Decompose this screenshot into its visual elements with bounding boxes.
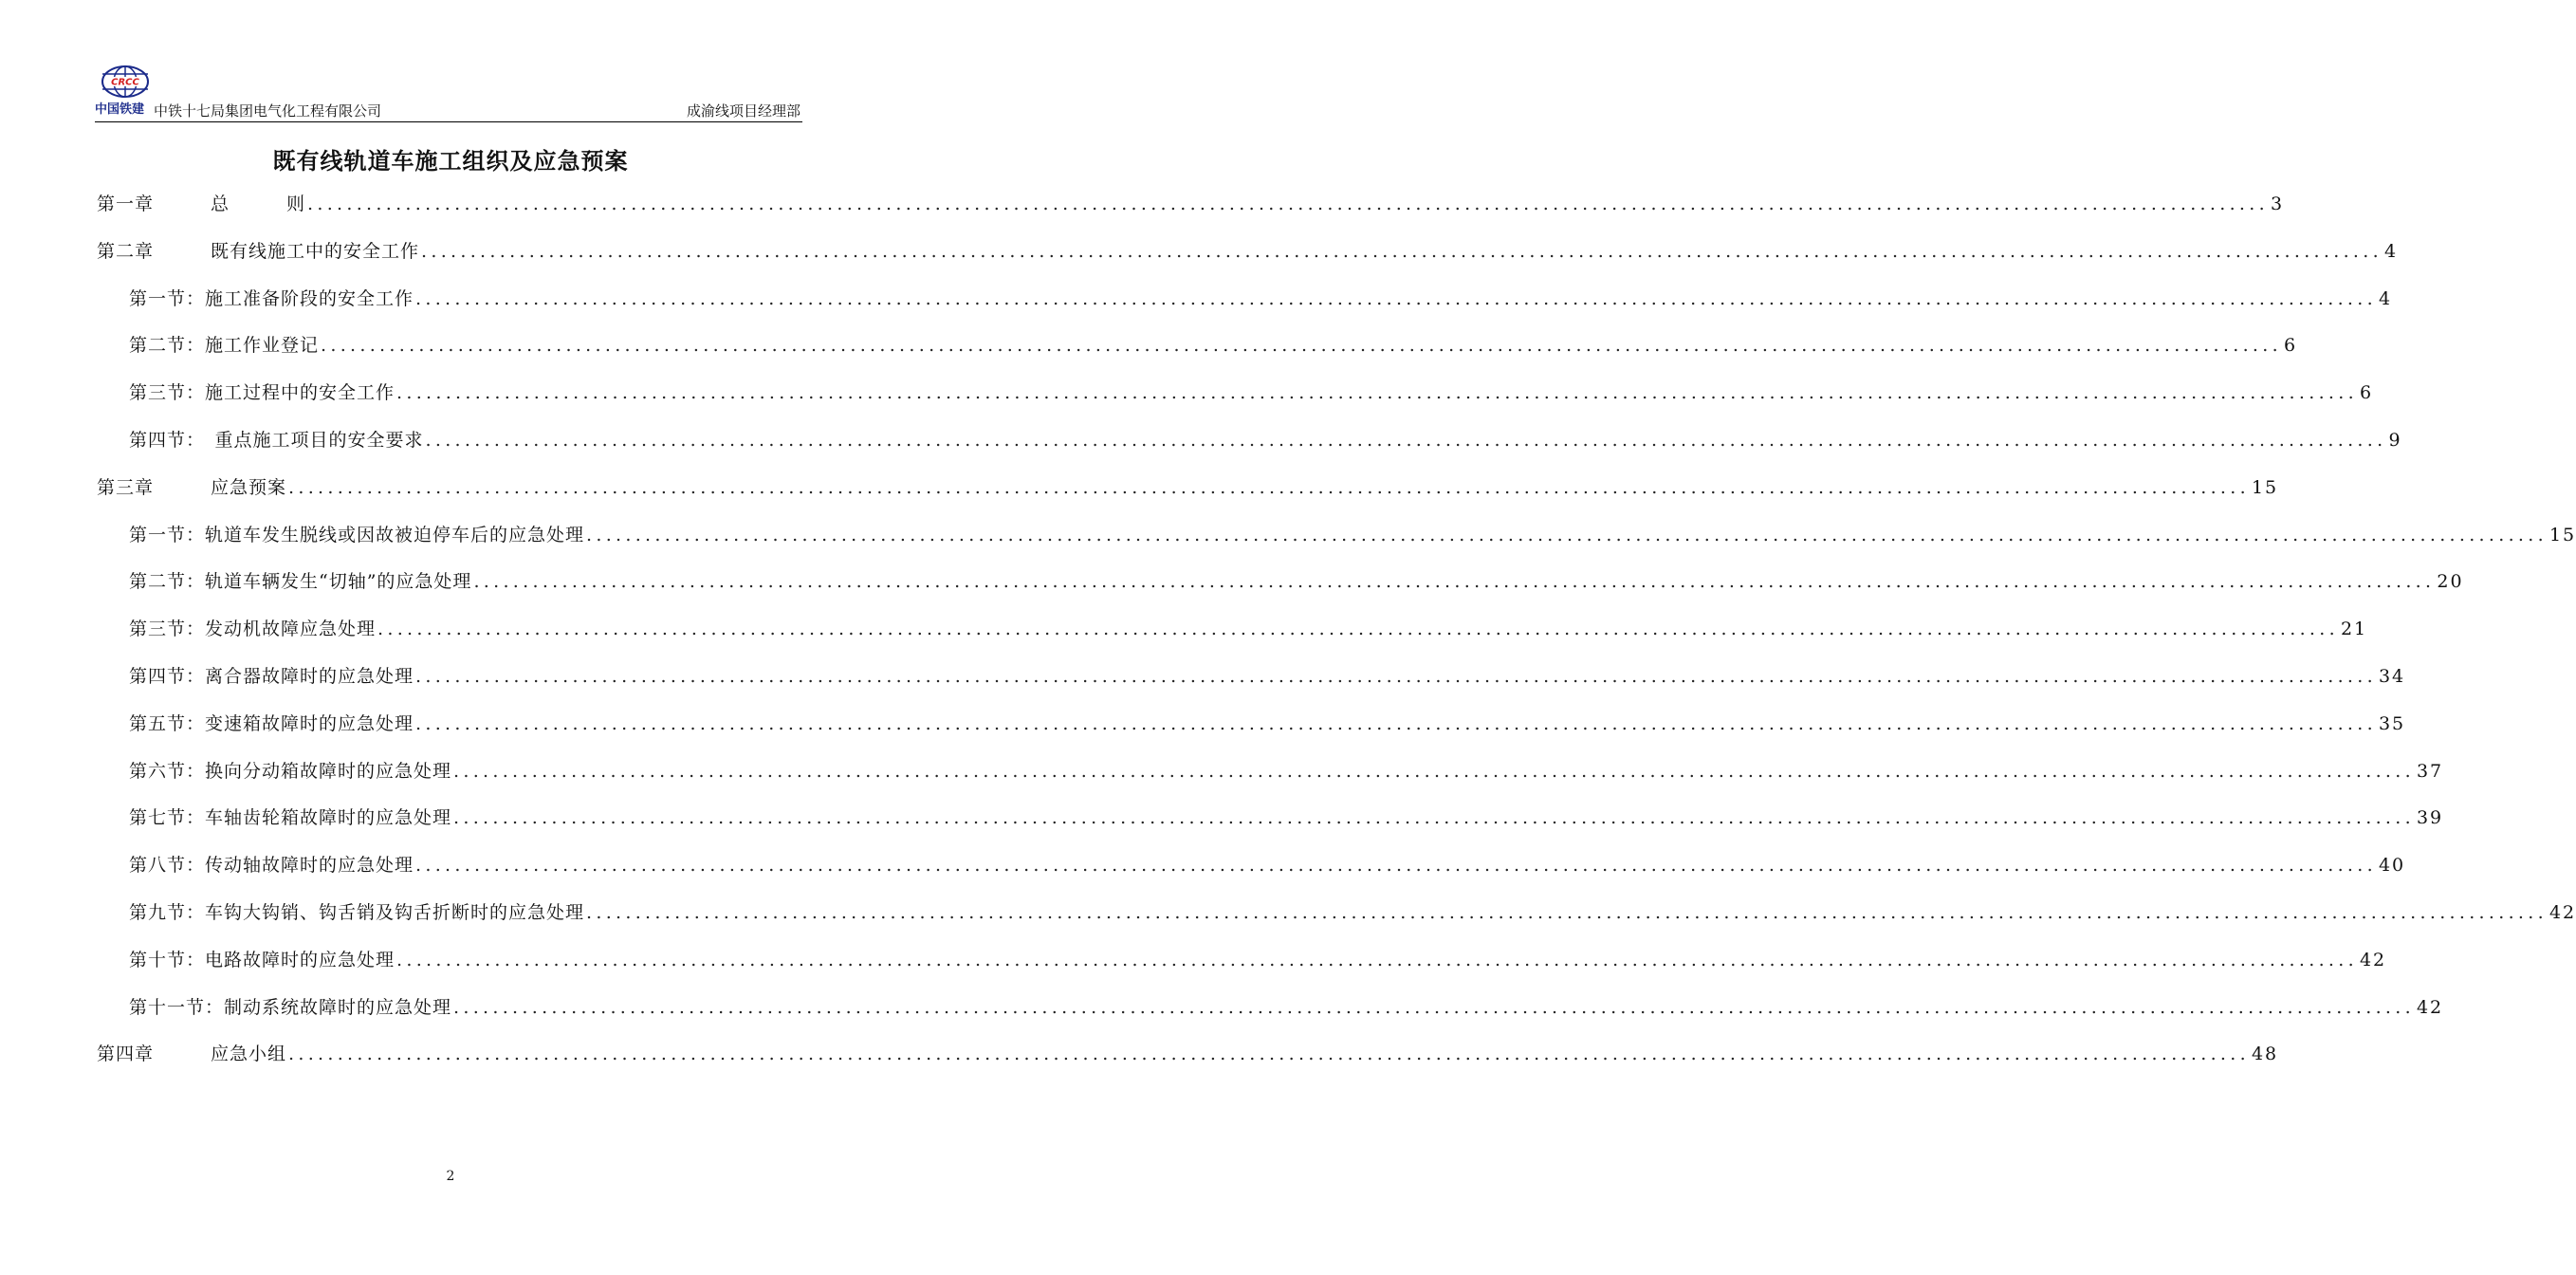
- toc-entry-label: 第十节：电路故障时的应急处理: [129, 949, 396, 970]
- toc-entry-label: 第四节： 重点施工项目的安全要求: [129, 430, 424, 451]
- toc-dot-leader: ........................................................................................................................................................................................................: [586, 902, 2548, 923]
- page-number: 2: [446, 1169, 455, 1184]
- page-header: [95, 63, 802, 122]
- toc-entry-page: 4: [2378, 287, 2393, 309]
- toc-entry-label: 第七节：车轴齿轮箱故障时的应急处理: [129, 807, 452, 829]
- toc-entry[interactable]: [129, 851, 2406, 879]
- company-name: 中铁十七局集团电气化工程有限公司: [154, 102, 382, 120]
- toc-dot-leader: ........................................................................................................................................................................................................: [415, 712, 2377, 734]
- toc-entry-label: 第二节：施工作业登记: [129, 335, 320, 357]
- toc-entry[interactable]: [129, 898, 2576, 927]
- toc-entry-page: 39: [2416, 807, 2444, 829]
- logo-text: 中国铁建: [95, 102, 145, 117]
- toc-entry-page: 42: [2359, 949, 2387, 970]
- toc-entry[interactable]: [129, 285, 2393, 313]
- globe-emblem-icon: [101, 65, 150, 99]
- toc-entry[interactable]: [129, 710, 2406, 738]
- toc-entry-label: 第一章 总 则: [97, 194, 306, 214]
- toc-entry-page: 4: [2383, 240, 2399, 262]
- toc-dot-leader: ........................................................................................................................................................................................................: [288, 1044, 2250, 1065]
- toc-dot-leader: ........................................................................................................................................................................................................: [586, 524, 2548, 545]
- toc-entry-page: 9: [2388, 430, 2402, 451]
- toc-entry[interactable]: [129, 757, 2444, 785]
- toc-entry[interactable]: [129, 993, 2444, 1022]
- toc-dot-leader: ........................................................................................................................................................................................................: [473, 571, 2436, 593]
- toc-dot-leader: ........................................................................................................................................................................................................: [288, 476, 2250, 498]
- toc-dot-leader: ........................................................................................................................................................................................................: [377, 619, 2339, 640]
- toc-dot-leader: ........................................................................................................................................................................................................: [415, 666, 2377, 687]
- toc-entry[interactable]: [97, 190, 2285, 218]
- toc-entry-label: 第二节：轨道车辆发生“切轴”的应急处理: [129, 571, 472, 593]
- toc-entry-label: 第三节：施工过程中的安全工作: [129, 382, 396, 404]
- toc-entry-page: 21: [2340, 619, 2368, 640]
- crcc-logo: [95, 63, 156, 116]
- document-title: 既有线轨道车施工组织及应急预案: [272, 147, 629, 175]
- toc-entry-label: 第一节：施工准备阶段的安全工作: [129, 287, 414, 309]
- toc-entry[interactable]: [129, 567, 2464, 596]
- toc-dot-leader: ........................................................................................................................................................................................................: [396, 382, 2358, 404]
- toc-entry[interactable]: [129, 804, 2444, 832]
- toc-entry[interactable]: [97, 237, 2399, 266]
- toc-entry-page: 6: [2359, 382, 2374, 404]
- toc-entry-page: 48: [2251, 1044, 2279, 1065]
- project-department: 成渝线项目经理部: [686, 102, 800, 120]
- toc-dot-leader: ........................................................................................................................................................................................................: [415, 287, 2377, 309]
- toc-entry-label: 第四节：离合器故障时的应急处理: [129, 666, 414, 687]
- toc-dot-leader: ........................................................................................................................................................................................................: [453, 996, 2415, 1018]
- toc-dot-leader: ........................................................................................................................................................................................................: [453, 807, 2415, 829]
- toc-entry-page: 42: [2416, 996, 2444, 1018]
- toc-entry-page: 15: [2251, 476, 2279, 498]
- toc-entry-label: 第八节：传动轴故障时的应急处理: [129, 855, 414, 877]
- toc-entry-page: 3: [2270, 194, 2285, 214]
- toc-entry[interactable]: [129, 379, 2374, 407]
- toc-entry[interactable]: [129, 946, 2387, 974]
- toc-entry-label: 第三节：发动机故障应急处理: [129, 619, 377, 640]
- toc-entry[interactable]: [129, 331, 2298, 360]
- toc-entry-label: 第一节：轨道车发生脱线或因故被迫停车后的应急处理: [129, 524, 585, 545]
- toc-entry-page: 40: [2378, 855, 2406, 877]
- toc-entry[interactable]: [129, 615, 2368, 643]
- toc-entry-label: 第六节：换向分动箱故障时的应急处理: [129, 760, 452, 782]
- toc-entry-label: 第九节：车钩大钩销、钩舌销及钩舌折断时的应急处理: [129, 902, 585, 923]
- toc-entry-page: 34: [2378, 666, 2406, 687]
- toc-entry[interactable]: [129, 521, 2576, 549]
- toc-entry-page: 37: [2416, 760, 2444, 782]
- toc-entry[interactable]: [97, 1040, 2279, 1068]
- toc-entry-page: 20: [2437, 571, 2464, 593]
- toc-entry[interactable]: [129, 662, 2406, 691]
- toc-entry-page: 42: [2548, 902, 2576, 923]
- toc-dot-leader: ........................................................................................................................................................................................................: [453, 760, 2415, 782]
- toc-dot-leader: ........................................................................................................................................................................................................: [421, 240, 2383, 262]
- toc-dot-leader: ........................................................................................................................................................................................................: [425, 430, 2387, 451]
- toc-entry-label: 第五节：变速箱故障时的应急处理: [129, 712, 414, 734]
- toc-entry-page: 15: [2548, 524, 2576, 545]
- toc-entry[interactable]: [129, 426, 2402, 454]
- toc-entry-label: 第二章 既有线施工中的安全工作: [97, 240, 420, 262]
- toc-entry-label: 第四章 应急小组: [97, 1044, 287, 1065]
- toc-dot-leader: ........................................................................................................................................................................................................: [307, 194, 2269, 214]
- toc-dot-leader: ........................................................................................................................................................................................................: [396, 949, 2358, 970]
- toc-dot-leader: ........................................................................................................................................................................................................: [415, 855, 2377, 877]
- toc-entry-label: 第三章 应急预案: [97, 476, 287, 498]
- toc-dot-leader: ........................................................................................................................................................................................................: [321, 335, 2282, 357]
- toc-entry[interactable]: [97, 473, 2279, 502]
- toc-entry-page: 35: [2378, 712, 2406, 734]
- toc-entry-label: 第十一节：制动系统故障时的应急处理: [129, 996, 452, 1018]
- svg-text:CRCC: CRCC: [111, 77, 139, 88]
- toc-entry-page: 6: [2283, 335, 2298, 357]
